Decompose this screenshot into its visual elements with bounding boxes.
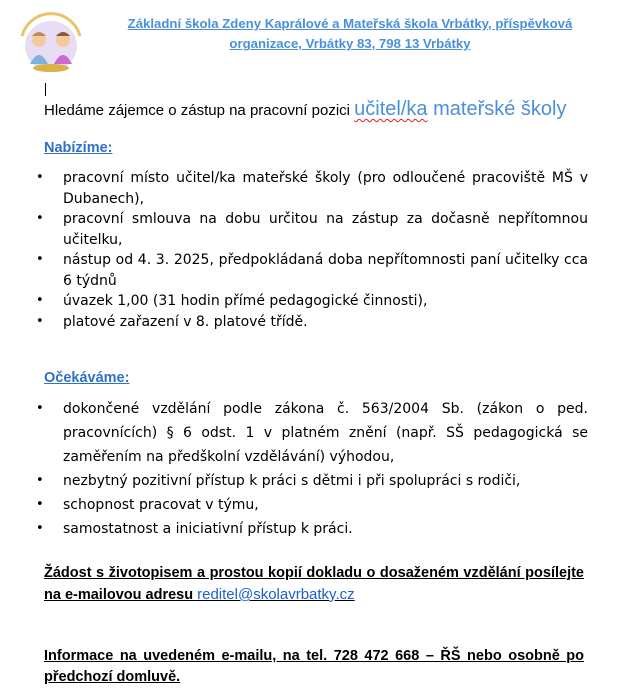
offer-heading: Nabízíme: xyxy=(44,140,113,156)
position-title-a: učitel/ka xyxy=(354,98,428,120)
list-item: • dokončené vzdělání podle zákona č. 563/2004 Sb. (zákon o ped. pracovnících) § 6 odst. 1 v platném znění (např. SŠ pedagogická se zaměřením na předškolní vzdělávání) výhodou, xyxy=(33,397,588,469)
school-name-line-2: organizace, Vrbátky 83, 798 13 Vrbátky xyxy=(229,36,471,51)
school-logo-icon xyxy=(12,6,90,76)
position-title-b: mateřské školy xyxy=(427,98,567,120)
list-item: • pracovní místo učitel/ka mateřské školy (pro odloučené pracoviště MŠ v Dubanech), xyxy=(33,168,588,209)
list-item: • schopnost pracovat v týmu, xyxy=(33,493,588,517)
expect-heading: Očekáváme: xyxy=(44,370,130,386)
list-item: • nezbytný pozitivní přístup k práci s dětmi i při spolupráci s rodiči, xyxy=(33,469,588,493)
email-link[interactable]: reditel@skolavrbatky.cz xyxy=(197,586,355,603)
list-item: • platové zařazení v 8. platové třídě. xyxy=(33,312,588,333)
offer-list xyxy=(33,168,588,332)
school-name-line-1: Základní škola Zdeny Kaprálové a Mateřská škola Vrbátky, příspěvková xyxy=(127,16,573,31)
list-item: • pracovní smlouva na dobu určitou na zástup za dočasně nepřítomnou učitelku, xyxy=(33,209,588,250)
list-item: • samostatnost a iniciativní přístup k práci. xyxy=(33,517,588,541)
expect-list xyxy=(33,397,588,541)
application-note xyxy=(44,563,584,606)
intro-line xyxy=(44,96,624,124)
list-item: • úvazek 1,00 (31 hodin přímé pedagogické činnosti), xyxy=(33,291,588,312)
position-title xyxy=(354,98,566,120)
list-item: • nástup od 4. 3. 2025, předpokládaná doba nepřítomnosti paní učitelky cca 6 týdnů xyxy=(33,250,588,291)
text-cursor xyxy=(45,83,46,96)
application-text: Žádost s životopisem a prostou kopií dokladu o dosaženém vzdělání posílejte na e-mailovou adresu xyxy=(44,565,584,603)
info-note: Informace na uvedeném e-mailu, na tel. 728 472 668 – ŘŠ nebo osobně po předchozí domluvě. xyxy=(44,648,584,685)
intro-text: Hledáme zájemce o zástup na pracovní pozici xyxy=(44,102,355,119)
school-name-header xyxy=(100,14,600,54)
